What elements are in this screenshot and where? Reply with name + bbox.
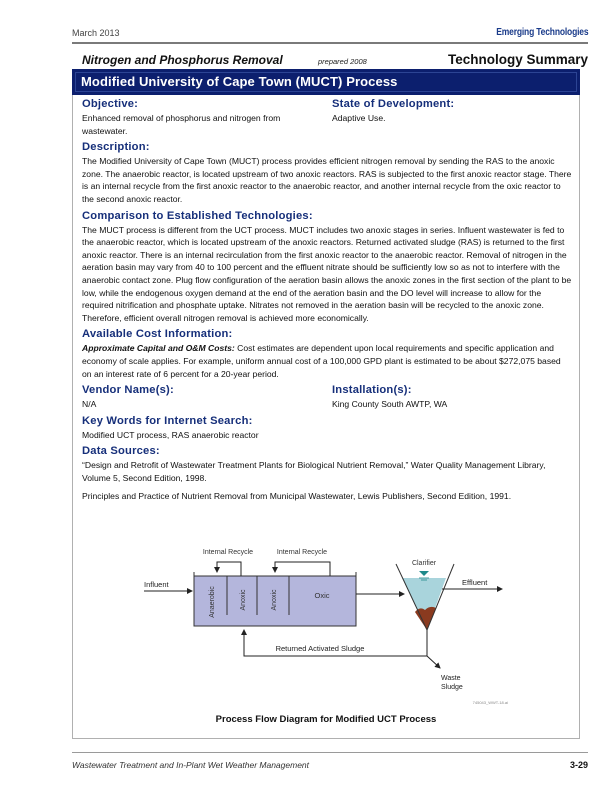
objective-text: Enhanced removal of phosphorus and nitrogen from wastewater. (82, 113, 281, 136)
internal-recycle-2-arrow (275, 562, 330, 576)
effluent-label: Effluent (462, 578, 488, 587)
vendor-heading: Vendor Name(s): (82, 384, 174, 397)
title-bar (72, 69, 580, 95)
installations-text: King County South AWTP, WA (332, 399, 448, 410)
content (82, 97, 572, 503)
cost-text: Cost estimates are dependent upon local requirements and specific application and economy of scale applies. For example, uniform annual cost of a 100,000 GPD plant is estimated to be about $272,075 based on an interest rate of 6 percent for a 20-year period. (82, 343, 561, 379)
objective-heading: Objective: (82, 98, 139, 110)
waste-label: Waste (441, 675, 461, 682)
file-id-label: 745043_WWT-18.ai (472, 700, 508, 705)
water-level-icon (419, 571, 429, 576)
subheader (82, 53, 588, 69)
state-text: Adaptive Use. (332, 113, 386, 123)
waste-sludge-arrow (427, 656, 440, 668)
state-section (332, 97, 572, 137)
cost-section (82, 327, 572, 380)
footer-title: Wastewater Treatment and In-Plant Wet Weather Management (72, 760, 310, 770)
internal-recycle-1-arrow (217, 562, 241, 576)
internal-recycle-1-label: Internal Recycle (202, 549, 254, 556)
header-date: March 2013 (72, 28, 120, 38)
zone-anoxic-2: Anoxic (271, 589, 278, 611)
clarifier-label: Clarifier (411, 560, 437, 567)
description-heading: Description: (82, 141, 150, 154)
data-sources-section (82, 444, 572, 503)
internal-recycle-2-label: Internal Recycle (276, 549, 328, 556)
cost-heading: Available Cost Information: (82, 328, 233, 341)
keywords-text: Modified UCT process, RAS anaerobic reactor (82, 429, 259, 440)
comparison-heading: Comparison to Established Technologies: (82, 209, 313, 222)
page-title: Modified University of Cape Town (MUCT) Process (81, 74, 398, 89)
objective-section (82, 97, 332, 137)
data-source-item: “Design and Retrofit of Wastewater Treatment Plants for Biological Nutrient Removal,” Water Quality Management Library, Volume 5, Second Edition, 1998. (82, 460, 546, 483)
zone-oxic: Oxic (314, 591, 330, 600)
description-text: The Modified University of Cape Town (MUCT) process provides efficient nitrogen removal by sending the RAS to the anoxic zone. The anaerobic reactor, is located upstream of two anoxic reactors. RAS is subjected to the first anoxic reactor stage. There is an internal recycle from the first anoxic reactor to the anaerobic reactor, and another internal recycle from the oxic reactor to the second anoxic reactor. (82, 156, 572, 204)
page-header (72, 26, 588, 44)
objective-state-row (82, 97, 572, 137)
process-flow-diagram (130, 540, 510, 710)
page-number: 3-29 (569, 760, 588, 770)
prepared-date: prepared 2008 (318, 57, 367, 66)
cost-label: Approximate Capital and O&M Costs: (82, 343, 235, 354)
cost-paragraph (82, 342, 572, 380)
installations-section (332, 383, 572, 411)
sludge-label: Sludge (441, 684, 463, 691)
state-heading: State of Development: (332, 98, 455, 110)
description-section (82, 140, 572, 205)
topic-title: Nitrogen and Phosphorus Removal (82, 53, 283, 67)
influent-label: Influent (144, 580, 169, 589)
vendor-text: N/A (82, 399, 97, 410)
header-section: Emerging Technologies (495, 27, 588, 38)
doc-type: Technology Summary (447, 52, 588, 67)
diagram-caption: Process Flow Diagram for Modified UCT Process (215, 714, 437, 725)
keywords-heading: Key Words for Internet Search: (82, 414, 253, 427)
ras-label: Returned Activated Sludge (275, 644, 365, 653)
keywords-section (82, 414, 572, 442)
data-sources-heading: Data Sources: (82, 445, 160, 458)
installations-heading: Installation(s): (332, 384, 412, 397)
comparison-text: The MUCT process is different from the UCT process. MUCT includes two anoxic stages in series. Influent wastewater is fed to the anaerobic reactor, which is located upstream of the anoxic reactors. Returned activated sludge (RAS) is returned to the first anoxic reactor. There is an internal recirculation from the first anoxic reactor to the anaerobic reactor. Removal of nitrogen in the aeration basin may vary from 40 to 100 percent and the effluent nitrate should be sufficiently low so as not to interfere with the anaerobic contact zone. Plug flow configuration of the aeration basin allows the anoxic zones in the first section of the plant to be low, while the endogenous oxygen demand at the end of the aeration basin and the DO level will increase to allow for the required nitrification and phosphate uptake. Nitrates not removed in the aeration basin will be recycled to the anoxic zone. Therefore, efficient overall nitrogen removal is achieved more economically. (82, 224, 572, 323)
vendor-section (82, 383, 332, 411)
data-source-item: Principles and Practice of Nutrient Removal from Municipal Wastewater, Lewis Publishers, Second Edition, 1991. (82, 491, 512, 502)
vendor-install-row (82, 383, 572, 411)
comparison-section (82, 209, 572, 325)
page-footer (72, 752, 588, 773)
zone-anoxic-1: Anoxic (240, 589, 247, 611)
zone-anaerobic: Anaerobic (209, 586, 216, 618)
